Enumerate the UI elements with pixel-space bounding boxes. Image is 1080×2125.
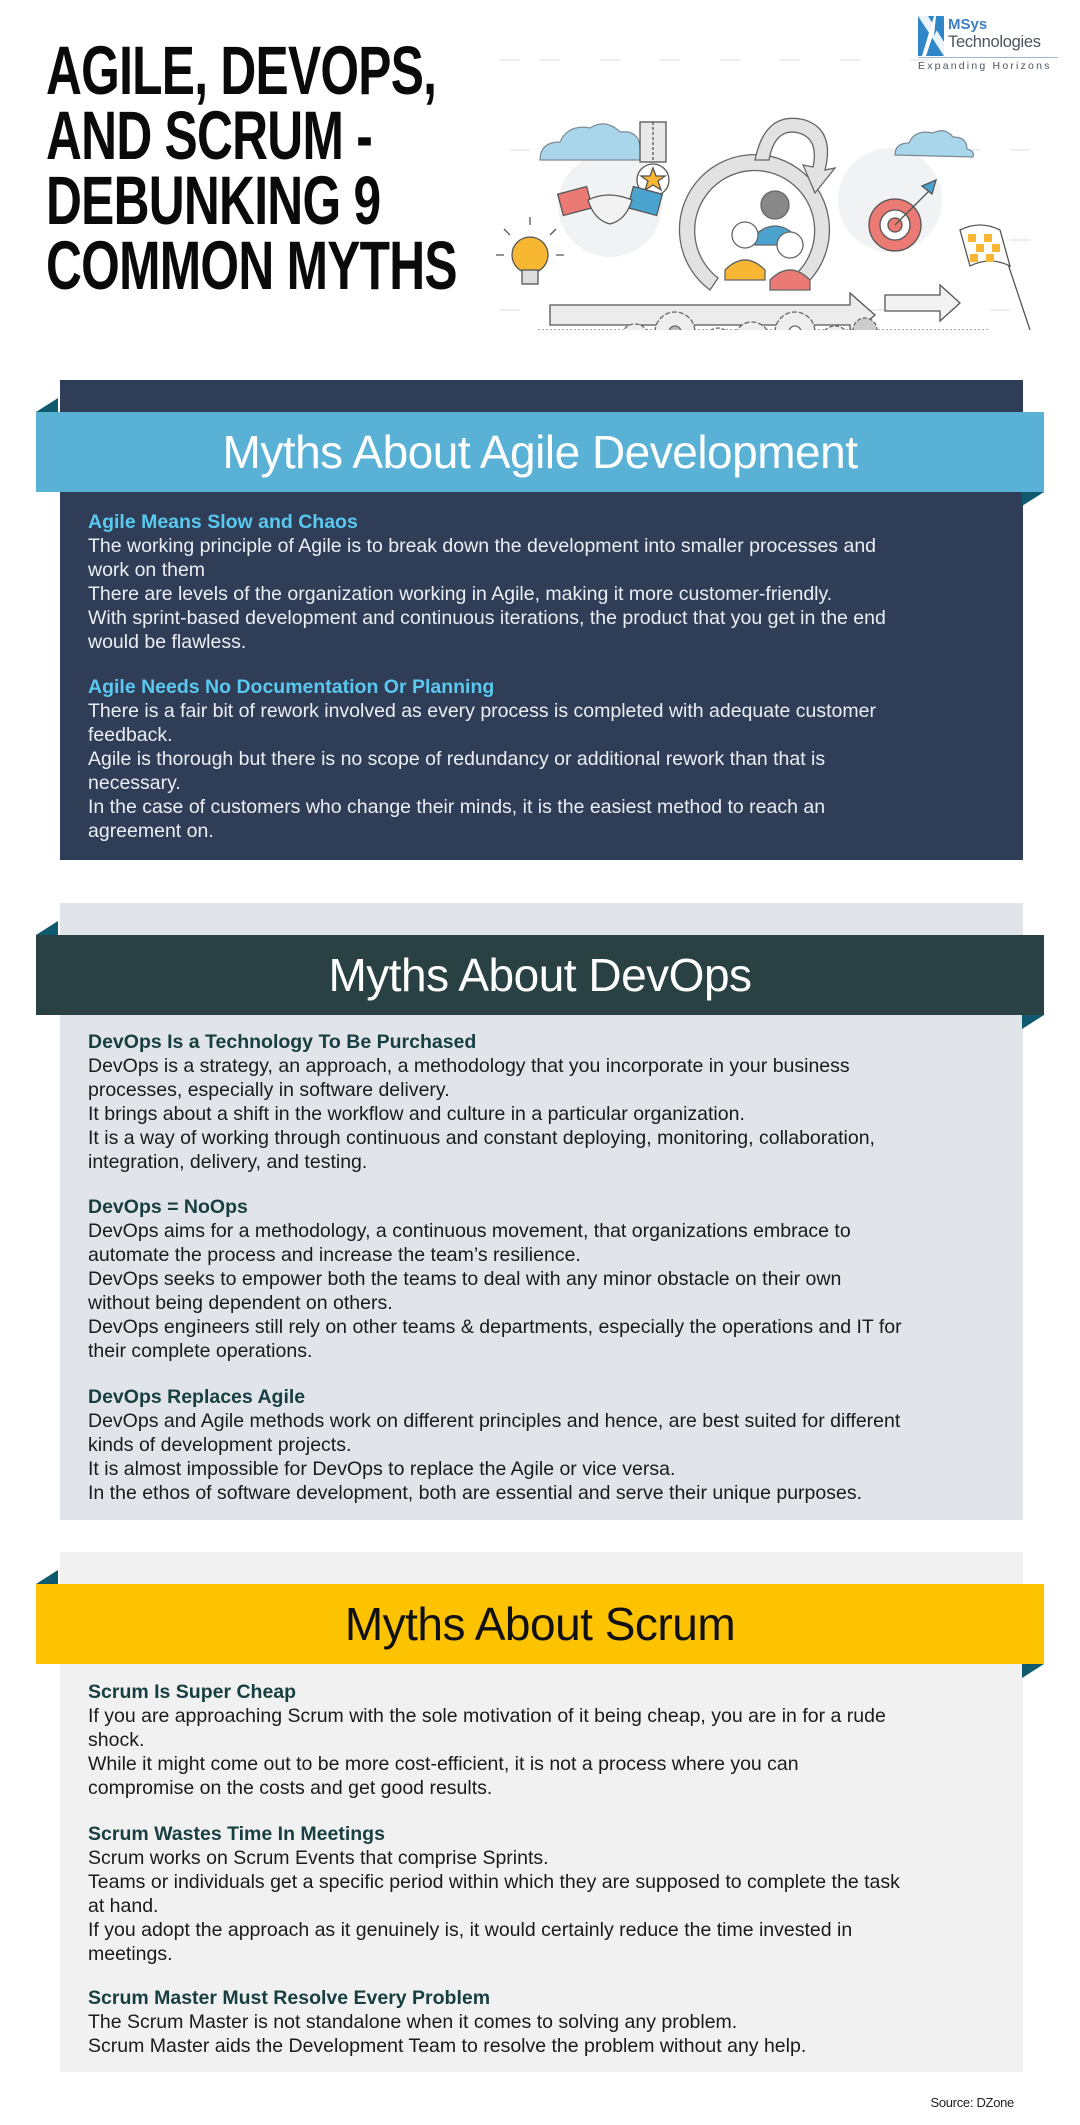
myth-text: With sprint-based development and continuous iterations, the product that you get in the end [88,607,886,629]
myth-text: There are levels of the organization working in Agile, making it more customer-friendly. [88,583,833,605]
myth-title: Scrum Master Must Resolve Every Problem [88,1987,491,2009]
light-bulb-icon [496,217,564,284]
myth-text: While it might come out to be more cost-efficient, it is not a process where you can [88,1753,799,1775]
myth-text: feedback. [88,724,173,746]
ribbon-fold [36,921,58,935]
title-line: AND SCRUM - [46,97,373,174]
logo-name: Technologies [948,33,1041,51]
myth-text: Agile is thorough but there is no scope of redundancy or additional rework than that is [88,748,826,770]
myth-item [88,510,1008,654]
myth-text: In the ethos of software development, both are essential and serve their unique purposes. [88,1482,862,1504]
myth-title: Agile Means Slow and Chaos [88,511,358,533]
myth-item [88,1030,1008,1174]
myth-item [88,1385,1008,1505]
ribbon-fold [1022,492,1044,506]
myth-text: automate the process and increase the team’s resilience. [88,1244,581,1266]
header-illustration [490,40,1050,330]
myth-text: necessary. [88,772,181,794]
devops-section-heading: Myths About DevOps [36,935,1044,1015]
ribbon-fold [1022,1664,1044,1678]
myth-text: compromise on the costs and get good results. [88,1777,493,1799]
myth-text: agreement on. [88,820,214,842]
myth-text: Scrum Master aids the Development Team to resolve the problem without any help. [88,2035,807,2057]
myth-text: DevOps and Agile methods work on different principles and hence, are best suited for different [88,1410,901,1432]
myth-text: would be flawless. [88,631,247,653]
source-credit: Source: DZone [930,2095,1014,2110]
team-cycle-icon [679,118,835,290]
myth-item [88,1680,1008,1800]
myth-text: without being dependent on others. [88,1292,393,1314]
myth-text: integration, delivery, and testing. [88,1151,368,1173]
myth-text: processes, especially in software delivery. [88,1079,450,1101]
myth-text: work on them [88,559,206,581]
myth-text: DevOps aims for a methodology, a continuous movement, that organizations embrace to [88,1220,851,1242]
title-line: COMMON MYTHS [46,227,457,304]
myth-text: The working principle of Agile is to break down the development into smaller processes and [88,535,877,557]
page-title [46,32,457,304]
myth-item [88,1986,1008,2058]
myth-text: The Scrum Master is not standalone when it comes to solving any problem. [88,2011,738,2033]
myth-text: DevOps is a strategy, an approach, a methodology that you incorporate in your business [88,1055,850,1077]
title-line: DEBUNKING 9 [46,162,381,239]
agile-section-heading: Myths About Agile Development [36,412,1044,492]
myth-text: If you are approaching Scrum with the sole motivation of it being cheap, you are in for a rude [88,1705,886,1727]
title-line: AGILE, DEVOPS, [46,32,437,109]
myth-text: In the case of customers who change their minds, it is the easiest method to reach an [88,796,826,818]
myth-text: It is almost impossible for DevOps to replace the Agile or vice versa. [88,1458,676,1480]
myth-item [88,1195,1008,1363]
myth-item [88,675,1008,843]
myth-text: at hand. [88,1895,159,1917]
myth-text: If you adopt the approach as it genuinely is, it would certainly reduce the time invested in [88,1919,853,1941]
logo-name: MSys [948,16,988,33]
myth-title: Scrum Is Super Cheap [88,1681,297,1703]
myth-text: It brings about a shift in the workflow and culture in a particular organization. [88,1103,745,1125]
myth-text: It is a way of working through continuous and constant deploying, monitoring, collaboration, [88,1127,875,1149]
ribbon-fold [36,398,58,412]
myth-text: Teams or individuals get a specific period within which they are supposed to complete the task [88,1871,900,1893]
ribbon-fold [36,1570,58,1584]
myth-text: kinds of development projects. [88,1434,352,1456]
myth-text: Scrum works on Scrum Events that comprise Sprints. [88,1847,549,1869]
myth-text: shock. [88,1729,145,1751]
myth-text: their complete operations. [88,1340,313,1362]
ribbon-fold [1022,1015,1044,1029]
myth-item [88,1822,1008,1966]
myth-title: Agile Needs No Documentation Or Planning [88,676,495,698]
myth-title: DevOps = NoOps [88,1196,248,1218]
myth-text: DevOps seeks to empower both the teams to deal with any minor obstacle on their own [88,1268,842,1290]
myth-title: DevOps Replaces Agile [88,1386,306,1408]
myth-text: There is a fair bit of rework involved as every process is completed with adequate customer [88,700,876,722]
myth-title: DevOps Is a Technology To Be Purchased [88,1031,477,1053]
myth-text: DevOps engineers still rely on other teams & departments, especially the operations and IT for [88,1316,902,1338]
logo-tagline: Expanding Horizons [918,60,1052,72]
myth-title: Scrum Wastes Time In Meetings [88,1823,385,1845]
medal-icon [637,122,669,196]
myth-text: meetings. [88,1943,173,1965]
scrum-section-heading: Myths About Scrum [36,1584,1044,1664]
